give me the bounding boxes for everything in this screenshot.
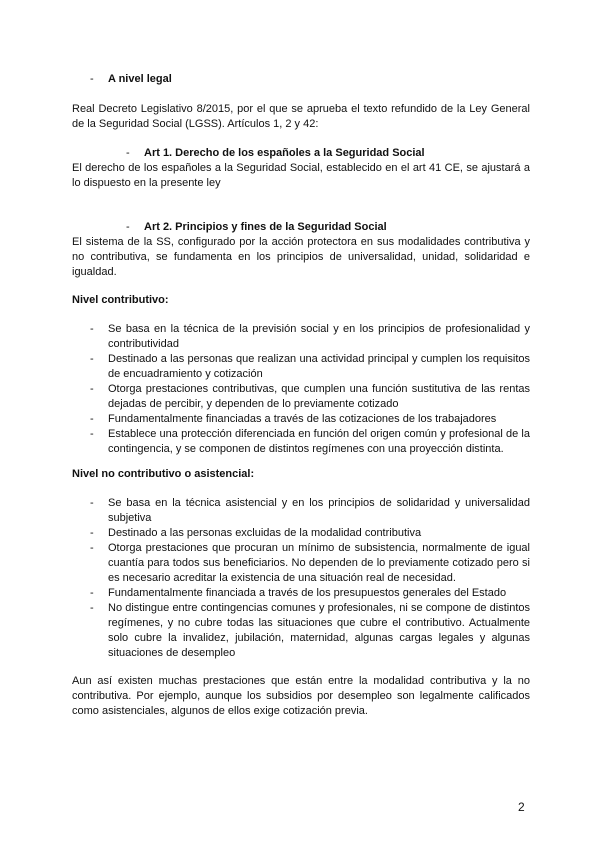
list-item xyxy=(90,352,530,382)
art1-heading-text: Art 1. Derecho de los españoles a la Seguridad Social xyxy=(144,147,425,159)
section-heading-legal xyxy=(90,72,172,87)
art2-paragraph: El sistema de la SS, configurado por la acción protectora en sus modalidades contributiva y no contributiva, se fundamenta en los principios de universalidad, unidad, solidaridad e igualdad. xyxy=(72,236,530,278)
section-heading-text: A nivel legal xyxy=(108,73,172,85)
bullet-dash: - xyxy=(90,353,94,365)
contributivo-list xyxy=(90,322,530,457)
list-item-text: Destinado a las personas que realizan una actividad principal y cumplen los requisitos de encuadramiento y cotización xyxy=(108,353,530,380)
list-item xyxy=(90,427,530,457)
list-item xyxy=(90,382,530,412)
list-item xyxy=(90,496,530,526)
list-item xyxy=(90,586,530,601)
list-item-text: Se basa en la técnica de la previsión social y en los principios de profesionalidad y contributividad xyxy=(108,323,530,350)
bullet-dash: - xyxy=(90,587,94,599)
list-item-text: Se basa en la técnica asistencial y en los principios de solidaridad y universalidad subjetiva xyxy=(108,497,530,524)
list-item-text: Fundamentalmente financiada a través de los presupuestos generales del Estado xyxy=(108,587,507,599)
list-item-text: No distingue entre contingencias comunes y profesionales, ni se compone de distintos regímenes, y no cubre todas las situaciones que cubre el contributivo. Actualmente solo cubre la invalidez, jubilación, maternidad, algunas cargas legales y algunas situaciones de desempleo xyxy=(108,602,530,659)
bullet-dash: - xyxy=(90,73,94,85)
bullet-dash: - xyxy=(126,221,130,233)
list-item-text: Fundamentalmente financiadas a través de las cotizaciones de los trabajadores xyxy=(108,413,497,425)
no-contributivo-list xyxy=(90,496,530,661)
bullet-dash: - xyxy=(90,428,94,440)
bullet-dash: - xyxy=(90,542,94,554)
bullet-dash: - xyxy=(90,413,94,425)
bullet-dash: - xyxy=(90,383,94,395)
list-item xyxy=(90,601,530,661)
closing-paragraph: Aun así existen muchas prestaciones que están entre la modalidad contributiva y la no contributiva. Por ejemplo, aunque los subsidios por desempleo son legalmente calificados como asistenciales, algunos de ellos exige cotización previa. xyxy=(72,675,530,717)
bullet-dash: - xyxy=(90,497,94,509)
intro-paragraph: Real Decreto Legislativo 8/2015, por el que se aprueba el texto refundido de la Ley General de la Seguridad Social (LGSS). Artículos 1, 2 y 42: xyxy=(72,103,530,130)
bullet-dash: - xyxy=(90,602,94,614)
list-item-text: Establece una protección diferenciada en función del origen común y profesional de la contingencia, y se componen de distintos regímenes con una proyección distinta. xyxy=(108,428,530,455)
list-item xyxy=(90,412,530,427)
art2-heading-text: Art 2. Principios y fines de la Seguridad Social xyxy=(144,221,387,233)
contributivo-heading: Nivel contributivo: xyxy=(72,294,169,306)
list-item xyxy=(90,526,530,541)
list-item xyxy=(90,541,530,586)
art1-paragraph: El derecho de los españoles a la Seguridad Social, establecido en el art 41 CE, se ajustará a lo dispuesto en la presente ley xyxy=(72,162,530,189)
list-item-text: Otorga prestaciones contributivas, que cumplen una función sustitutiva de las rentas dejadas de percibir, y dependen de lo previamente cotizado xyxy=(108,383,530,410)
list-item-text: Otorga prestaciones que procuran un mínimo de subsistencia, normalmente de igual cuantía para todos sus beneficiarios. No dependen de lo previamente cotizado pero si es necesario acreditar la existencia de una situación real de necesidad. xyxy=(108,542,530,584)
bullet-dash: - xyxy=(90,323,94,335)
no-contributivo-heading: Nivel no contributivo o asistencial: xyxy=(72,468,255,480)
bullet-dash: - xyxy=(126,147,130,159)
bullet-dash: - xyxy=(90,527,94,539)
page-number: 2 xyxy=(518,800,525,814)
list-item xyxy=(90,322,530,352)
list-item-text: Destinado a las personas excluidas de la modalidad contributiva xyxy=(108,527,422,539)
